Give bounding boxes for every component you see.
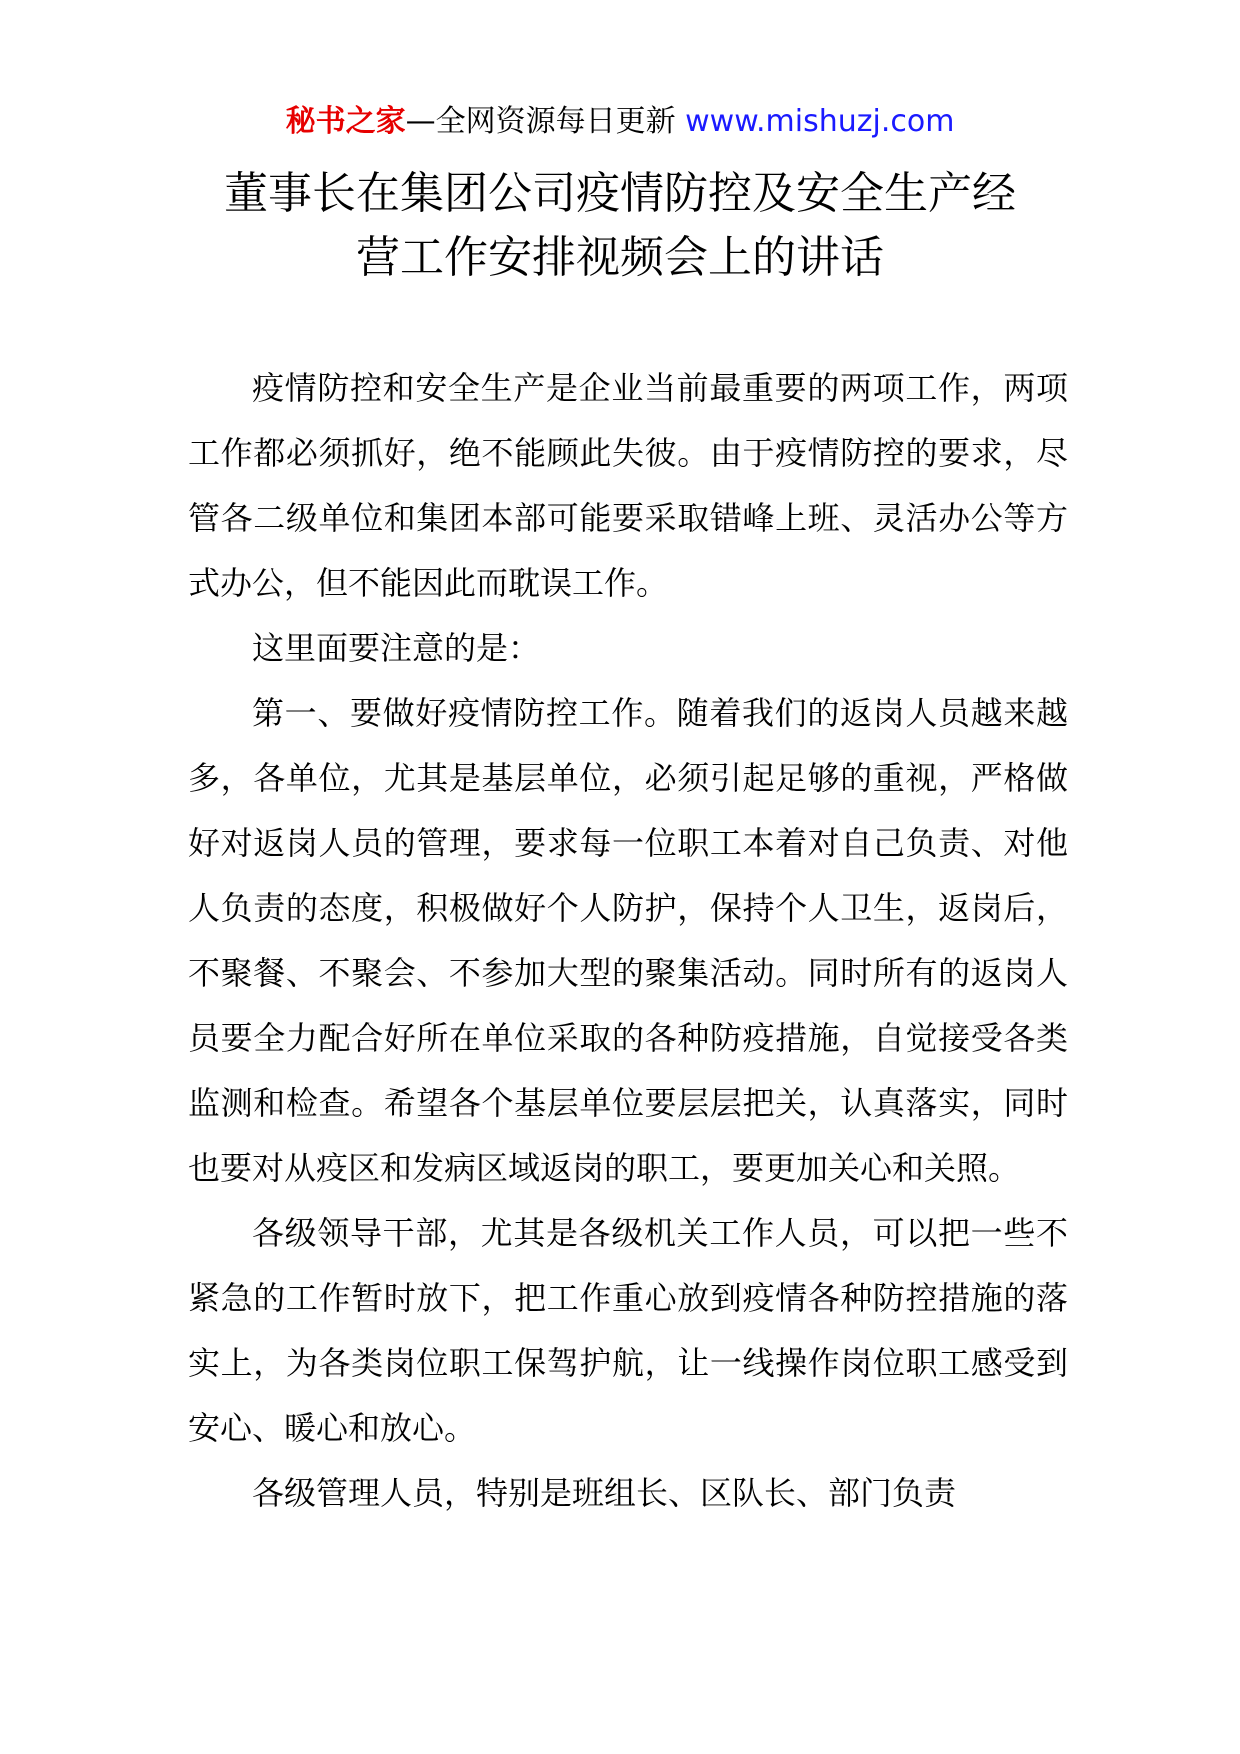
banner-tagline: —全网资源每日更新 xyxy=(405,104,686,139)
brand-name: 秘书之家 xyxy=(285,104,406,139)
document-title xyxy=(150,162,1090,290)
title-line-2: 营工作安排视频会上的讲话 xyxy=(356,232,884,283)
paragraph: 这里面要注意的是： xyxy=(252,629,541,667)
paragraph: 各级管理人员，特别是班组长、区队长、部门负责 xyxy=(252,1474,957,1512)
paragraph: 疫情防控和安全生产是企业当前最重要的两项工作，两项工作都必须抓好，绝不能顾此失彼。由于疫情防控的要求，尽管各二级单位和集团本部可能要采取错峰上班、灵活办公等方式办公，但不能因此而耽误工作。 xyxy=(188,369,1068,602)
paragraph: 第一、要做好疫情防控工作。随着我们的返岗人员越来越多，各单位，尤其是基层单位，必须引起足够的重视，严格做好对返岗人员的管理，要求每一位职工本着对自己负责、对他人负责的态度，积极做好个人防护，保持个人卫生，返岗后，不聚餐、不聚会、不参加大型的聚集活动。同时所有的返岗人员要全力配合好所在单位采取的各种防疫措施，自觉接受各类监测和检查。希望各个基层单位要层层把关，认真落实，同时也要对从疫区和发病区域返岗的职工，要更加关心和关照。 xyxy=(188,694,1068,1187)
document-body xyxy=(188,356,1068,1526)
title-line-1: 董事长在集团公司疫情防控及安全生产经 xyxy=(224,168,1016,219)
site-banner xyxy=(0,100,1240,144)
paragraph: 各级领导干部，尤其是各级机关工作人员，可以把一些不紧急的工作暂时放下，把工作重心放到疫情各种防控措施的落实上，为各类岗位职工保驾护航，让一线操作岗位职工感受到安心、暖心和放心。 xyxy=(188,1214,1068,1447)
site-url-link[interactable]: www.mishuzj.com xyxy=(685,104,955,139)
